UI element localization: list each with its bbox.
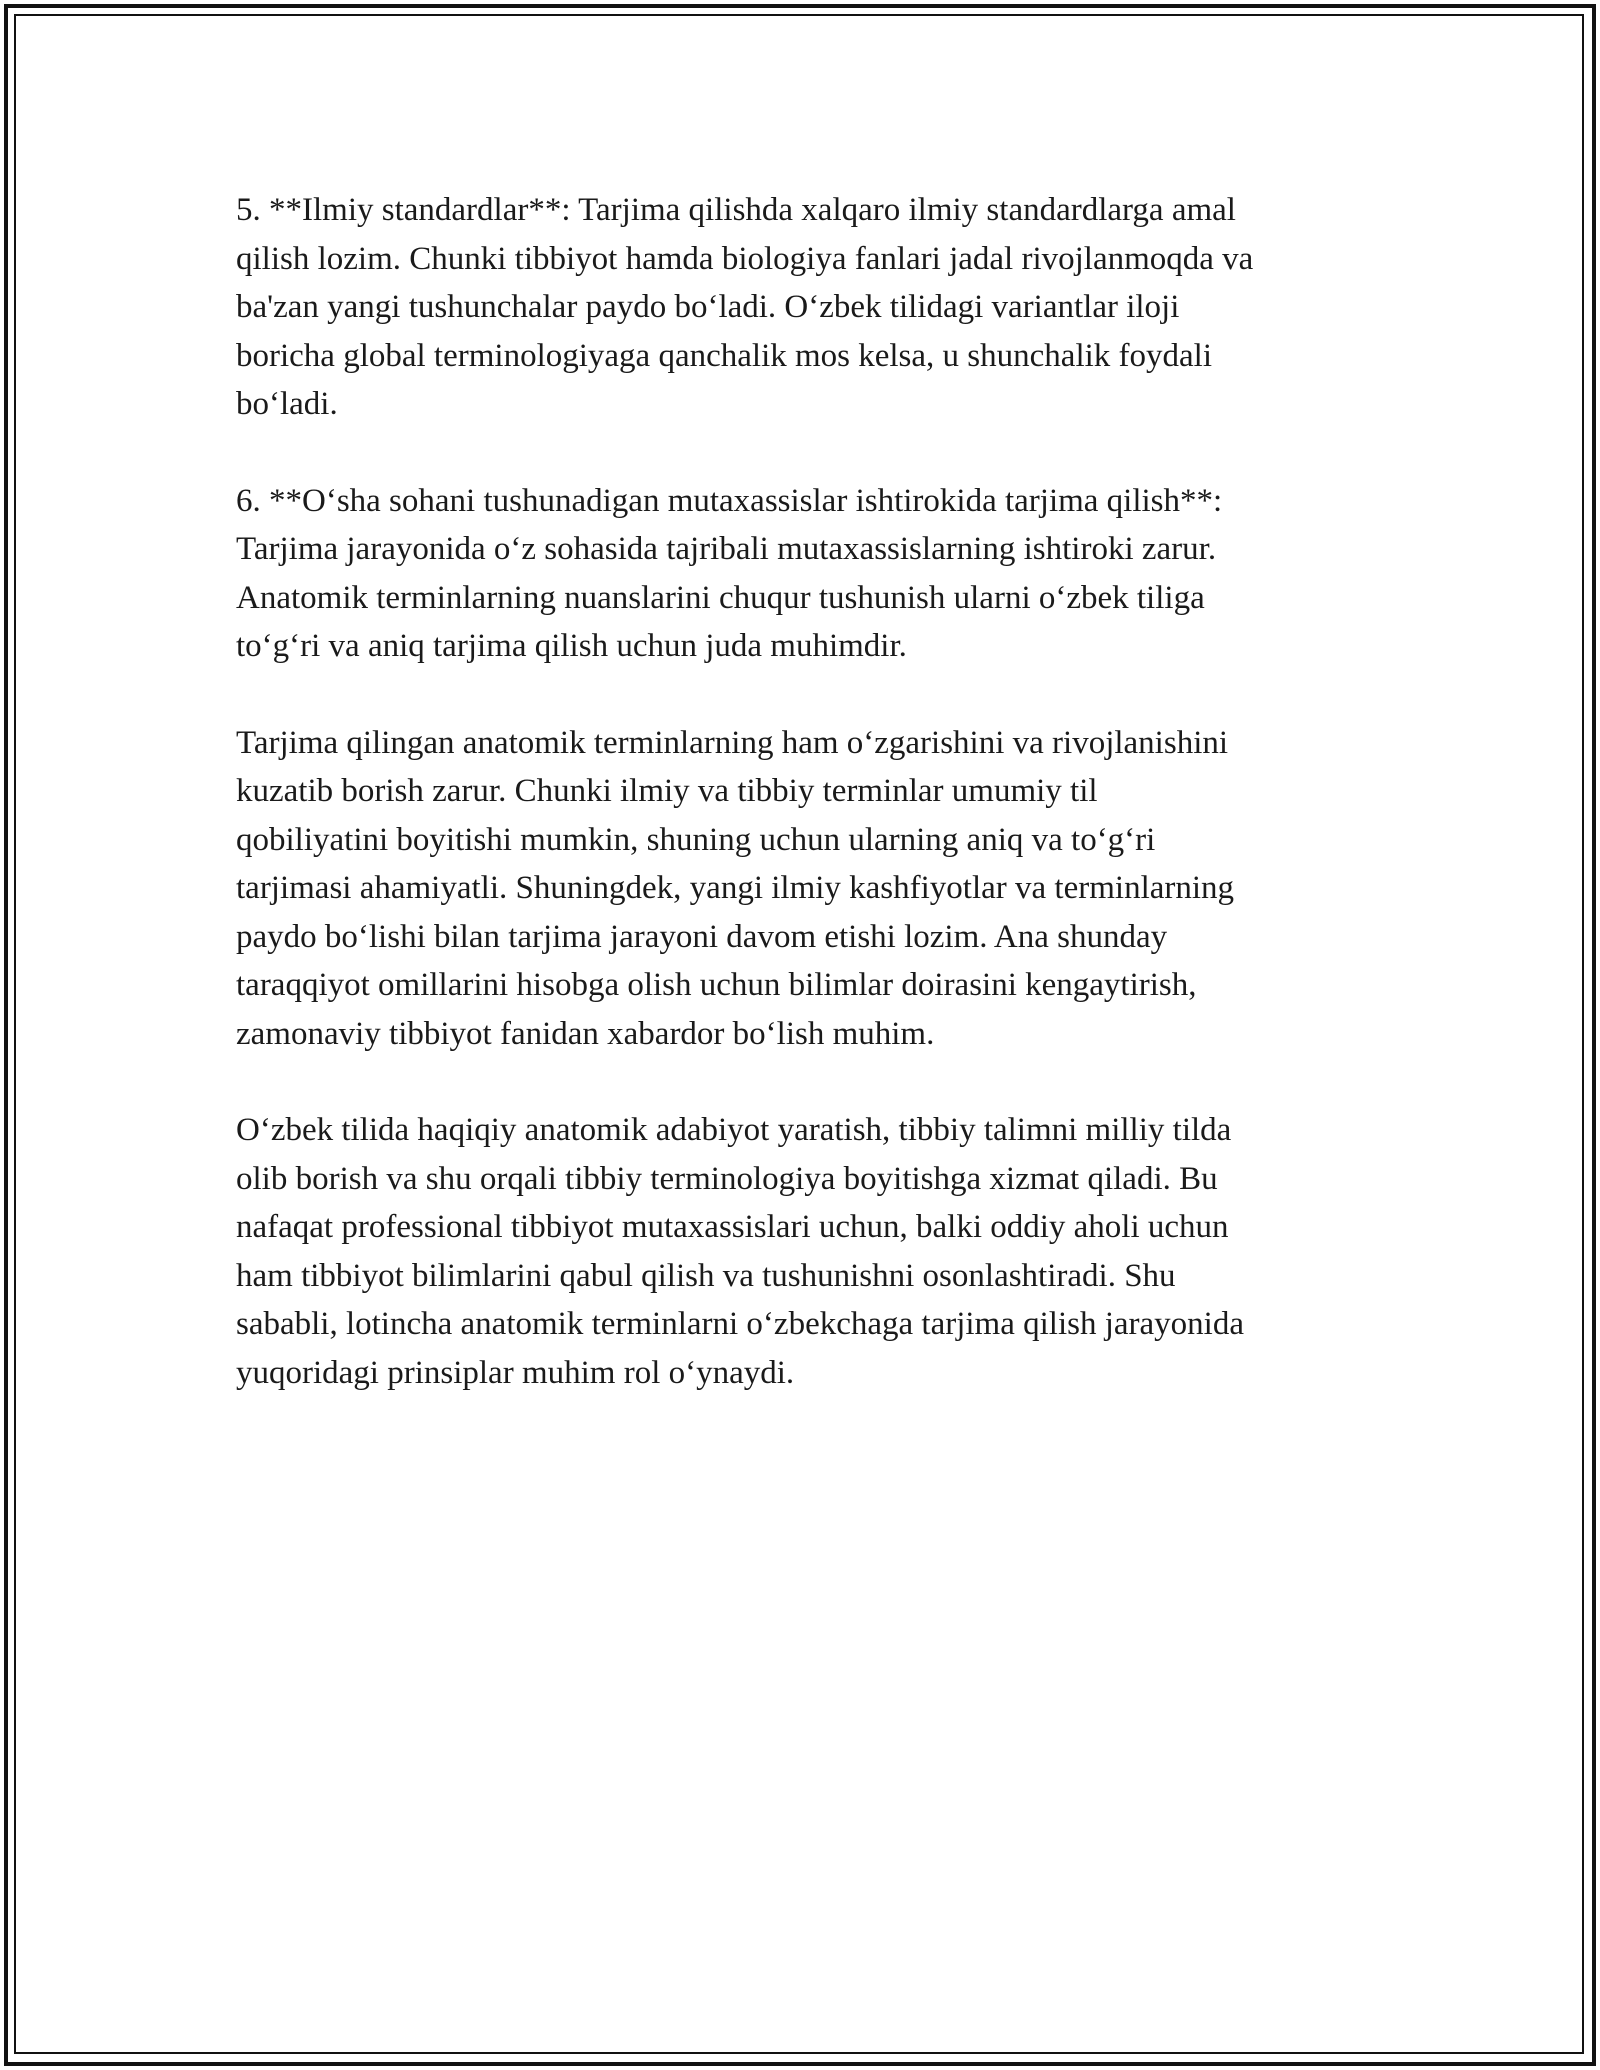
text-line: qobiliyatini boyitishi mumkin, shuning uchun ularning aniq va to‘g‘ri bbox=[236, 821, 1156, 858]
paragraph-term-tracking bbox=[236, 719, 1376, 1059]
text-line: 5. **Ilmiy standardlar**: Tarjima qilishda xalqaro ilmiy standardlarga amal bbox=[236, 192, 1236, 228]
text-line: olib borish va shu orqali tibbiy terminologiya boyitishga xizmat qiladi. Bu bbox=[236, 1160, 1218, 1197]
text-line: Tarjima qilingan anatomik terminlarning ham o‘zgarishini va rivojlanishini bbox=[236, 724, 1229, 761]
text-line: bo‘ladi. bbox=[236, 386, 338, 422]
text-line: O‘zbek tilida haqiqiy anatomik adabiyot yaratish, tibbiy talimni milliy tilda bbox=[236, 1112, 1232, 1148]
text-line: taraqqiyot omillarini hisobga olish uchun bilimlar doirasini kengaytirish, bbox=[236, 967, 1197, 1003]
text-line: yuqoridagi prinsiplar muhim rol o‘ynaydi. bbox=[236, 1354, 795, 1391]
text-line: tarjimasi ahamiyatli. Shuningdek, yangi ilmiy kashfiyotlar va terminlarning bbox=[236, 870, 1235, 906]
text-line: ba'zan yangi tushunchalar paydo bo‘ladi. O‘zbek tilidagi variantlar iloji bbox=[236, 289, 1180, 325]
text-line: nafaqat professional tibbiyot mutaxassislari uchun, balki oddiy aholi uchun bbox=[236, 1209, 1229, 1245]
text-line: kuzatib borish zarur. Chunki ilmiy va tibbiy terminlar umumiy til bbox=[236, 773, 1098, 809]
text-line: 6. **O‘sha sohani tushunadigan mutaxassislar ishtirokida tarjima qilish**: bbox=[236, 482, 1223, 519]
text-line: to‘g‘ri va aniq tarjima qilish uchun juda muhimdir. bbox=[236, 628, 907, 664]
text-line: ham tibbiyot bilimlarini qabul qilish va tushunishni osonlashtiradi. Shu bbox=[236, 1257, 1176, 1294]
paragraph-expert-involvement bbox=[236, 477, 1376, 671]
text-line: sababli, lotincha anatomik terminlarni o‘zbekchaga tarjima qilish jarayonida bbox=[236, 1306, 1244, 1342]
document-body bbox=[236, 186, 1376, 1445]
text-line: Tarjima jarayonida o‘z sohasida tajribali mutaxassislarning ishtiroki zarur. bbox=[236, 531, 1217, 567]
text-line: boricha global terminologiyaga qanchalik mos kelsa, u shunchalik foydali bbox=[236, 337, 1212, 374]
text-line: Anatomik terminlarning nuanslarini chuqur tushunish ularni o‘zbek tiliga bbox=[236, 579, 1205, 616]
text-line: zamonaviy tibbiyot fanidan xabardor bo‘lish muhim. bbox=[236, 1015, 935, 1052]
text-line: paydo bo‘lishi bilan tarjima jarayoni davom etishi lozim. Ana shunday bbox=[236, 918, 1168, 955]
paragraph-scientific-standards bbox=[236, 186, 1376, 429]
text-line: qilish lozim. Chunki tibbiyot hamda biologiya fanlari jadal rivojlanmoqda va bbox=[236, 240, 1254, 277]
paragraph-conclusion bbox=[236, 1106, 1376, 1397]
